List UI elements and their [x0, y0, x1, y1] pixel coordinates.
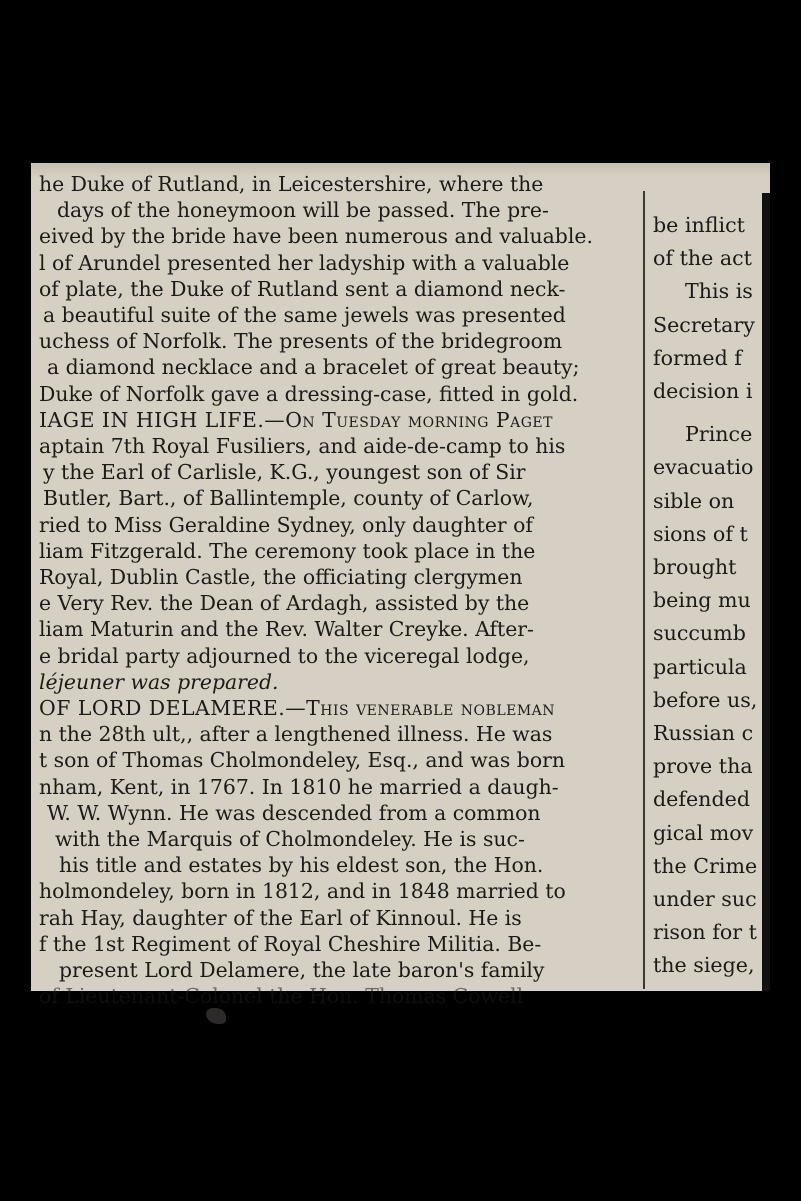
side-line: succumb — [653, 621, 746, 646]
main-line: days of the honeymoon will be passed. The pre- — [57, 198, 549, 223]
main-line: eived by the bride have been numerous and valuable. — [39, 224, 593, 249]
main-line: holmondeley, born in 1812, and in 1848 married to — [39, 879, 566, 904]
main-line: liam Fitzgerald. The ceremony took place in the — [39, 538, 536, 563]
side-line: defended — [653, 787, 750, 812]
main-line: aptain 7th Royal Fusiliers, and aide-de-camp to his — [39, 434, 566, 459]
main-line: a diamond necklace and a bracelet of great beauty; — [47, 355, 580, 380]
main-line: e Very Rev. the Dean of Ardagh, assisted by the — [39, 591, 530, 616]
side-line: evacuatio — [653, 455, 754, 480]
column-rule — [643, 191, 645, 989]
newspaper-clipping — [31, 163, 770, 1009]
side-line: the siege, — [653, 953, 755, 978]
main-line: with the Marquis of Cholmondeley. He is suc- — [55, 827, 525, 852]
cut-edge — [762, 193, 770, 991]
side-line: be inflict — [653, 213, 745, 237]
main-line: t son of Thomas Cholmondeley, Esq., and was born — [39, 748, 565, 773]
paragraph-gap — [653, 408, 767, 418]
side-line: particula — [653, 654, 747, 679]
main-line: his title and estates by his eldest son, the Hon. — [59, 853, 544, 878]
main-line: Duke of Norfolk gave a dressing-case, fitted in gold. — [39, 381, 579, 406]
main-line: y the Earl of Carlisle, K.G., youngest son of Sir — [43, 460, 526, 485]
side-line: sions of t — [653, 521, 748, 546]
paper-scrap — [206, 1008, 226, 1024]
side-line: sible on — [653, 488, 735, 513]
main-line: léjeuner was prepared. — [39, 669, 279, 694]
side-line: rison for t — [653, 920, 757, 945]
main-line: present Lord Delamere, the late baron's family — [59, 958, 545, 983]
main-line: f the 1st Regiment of Royal Cheshire Militia. Be- — [39, 931, 542, 956]
side-line: gical mov — [653, 820, 754, 845]
main-line: a beautiful suite of the same jewels was presented — [43, 303, 566, 328]
main-line-heading: IAGE IN HIGH LIFE.—On Tuesday morning Paget — [39, 407, 553, 432]
main-line: ried to Miss Geraldine Sydney, only daughter of — [39, 512, 533, 537]
main-line: of Lieutenant-Colonel the Hon. Thomas Cowell — [39, 984, 524, 1009]
main-column — [39, 171, 637, 1009]
side-line: prove tha — [653, 754, 753, 779]
main-line: l of Arundel presented her ladyship with a valuable — [39, 250, 570, 275]
side-line: decision i — [653, 379, 753, 404]
side-line: formed f — [653, 345, 742, 370]
main-line: rah Hay, daughter of the Earl of Kinnoul. He is — [39, 905, 522, 930]
side-line: Secretary — [653, 312, 755, 337]
side-line: under suc — [653, 887, 757, 912]
main-line: e bridal party adjourned to the viceregal lodge, — [39, 643, 530, 668]
main-line: n the 28th ult,, after a lengthened illness. He was — [39, 722, 553, 747]
side-line: the Crime — [653, 853, 758, 878]
side-line: before us, — [653, 687, 758, 712]
main-line: Butler, Bart., of Ballintemple, county of Carlow, — [43, 486, 534, 511]
main-line: he Duke of Rutland, in Leicestershire, where the — [39, 172, 544, 196]
main-line: of plate, the Duke of Rutland sent a diamond neck- — [39, 276, 566, 301]
main-line: W. W. Wynn. He was descended from a common — [47, 800, 541, 825]
main-line-heading: OF LORD DELAMERE.—This venerable nobleman — [39, 696, 556, 721]
side-column — [653, 209, 767, 983]
main-line: nham, Kent, in 1767. In 1810 he married a daugh- — [39, 774, 559, 799]
side-line: being mu — [653, 588, 751, 613]
main-line: uchess of Norfolk. The presents of the bridegroom — [39, 329, 563, 354]
side-line: This is — [685, 279, 753, 304]
main-line: Royal, Dublin Castle, the officiating clergymen — [39, 565, 523, 590]
main-line: liam Maturin and the Rev. Walter Creyke. After- — [39, 617, 534, 642]
side-line: of the act — [653, 246, 752, 271]
side-line: brought — [653, 555, 737, 580]
side-line: Russian c — [653, 721, 754, 746]
side-line: Prince — [685, 422, 753, 447]
